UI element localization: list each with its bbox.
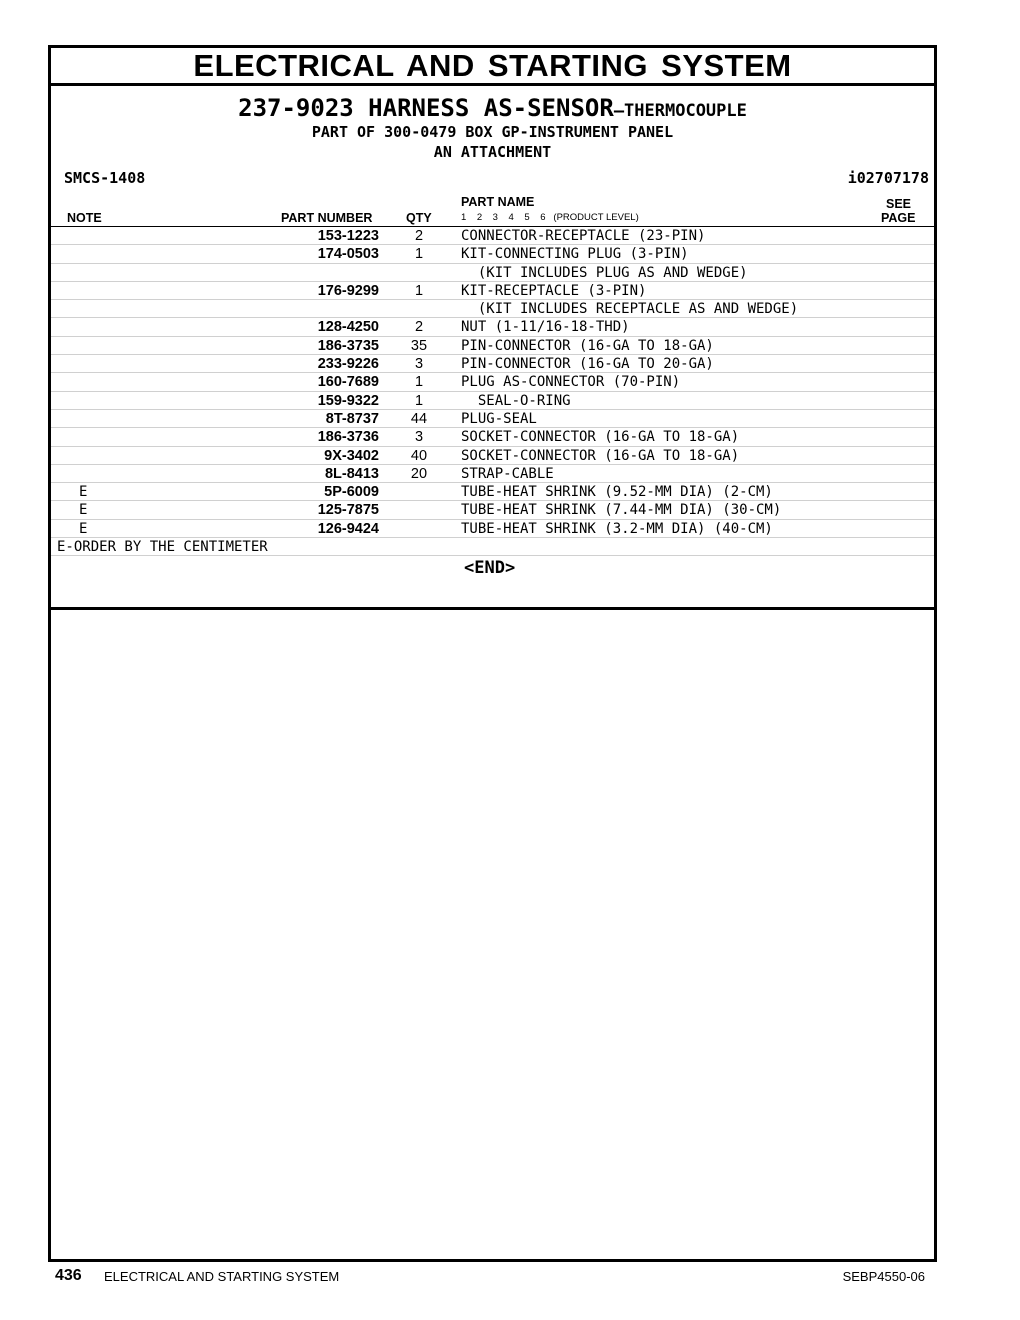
row-part-number: 128-4250 [317, 319, 379, 336]
assembly-heading [51, 94, 934, 125]
assembly-type: AN ATTACHMENT [433, 143, 552, 161]
row-part-name: SOCKET-CONNECTOR (16-GA TO 18-GA) [461, 429, 740, 446]
row-qty: 1 [414, 392, 424, 409]
row-qty: 1 [414, 282, 424, 299]
table-row [51, 245, 934, 263]
table-row [51, 300, 934, 318]
row-part-number: 160-7689 [317, 374, 379, 391]
row-qty: 1 [414, 374, 424, 391]
row-part-name: STRAP-CABLE [461, 465, 554, 482]
section-end-rule [51, 607, 934, 610]
row-qty: 3 [414, 429, 424, 446]
assembly-name: 237-9023 HARNESS AS-SENSOR [238, 94, 614, 122]
table-row [51, 282, 934, 300]
row-part-name: TUBE-HEAT SHRINK (7.44-MM DIA) (30-CM) [461, 502, 782, 519]
col-header-part-number: PART NUMBER [281, 211, 373, 225]
footer-section-title: ELECTRICAL AND STARTING SYSTEM [104, 1269, 340, 1284]
table-row [51, 337, 934, 355]
row-part-number: 125-7875 [317, 502, 379, 519]
row-part-name: KIT-CONNECTING PLUG (3-PIN) [461, 246, 689, 263]
table-row [51, 373, 934, 391]
row-part-number: 5P-6009 [324, 484, 379, 501]
row-part-name: TUBE-HEAT SHRINK (9.52-MM DIA) (2-CM) [461, 484, 773, 501]
row-qty: 44 [410, 410, 428, 427]
table-row [51, 355, 934, 373]
row-part-name: NUT (1-11/16-18-THD) [461, 319, 630, 336]
row-part-number: 186-3735 [317, 337, 379, 354]
row-part-name: SOCKET-CONNECTOR (16-GA TO 18-GA) [461, 447, 740, 464]
document-id: SEBP4550-06 [842, 1269, 925, 1284]
row-part-number: 8L-8413 [324, 465, 379, 482]
table-row [51, 318, 934, 336]
table-row [51, 227, 934, 245]
table-row [51, 483, 934, 501]
smcs-code: SMCS-1408 [64, 169, 146, 187]
row-note: E [79, 502, 88, 519]
row-qty: 20 [410, 465, 428, 482]
end-marker: <END> [464, 558, 516, 578]
footnote: E-ORDER BY THE CENTIMETER [57, 539, 268, 556]
row-part-number: 233-9226 [317, 356, 379, 373]
row-qty: 2 [414, 228, 424, 244]
page-number: 436 [55, 1267, 82, 1284]
row-part-number: 8T-8737 [325, 410, 379, 427]
table-row [51, 410, 934, 428]
row-part-name: PLUG-SEAL [461, 410, 537, 427]
col-header-part-name: PART NAME [461, 195, 535, 209]
row-part-number: 176-9299 [317, 282, 379, 299]
section-title-bar [51, 48, 934, 86]
col-header-page: PAGE [881, 211, 916, 225]
table-row [51, 392, 934, 410]
row-qty: 40 [410, 447, 428, 464]
row-part-name: PIN-CONNECTOR (16-GA TO 20-GA) [461, 356, 714, 373]
row-note: E [79, 484, 88, 501]
section-title: ELECTRICAL AND STARTING SYSTEM [193, 48, 792, 83]
row-part-number: 126-9424 [317, 520, 379, 537]
table-row [51, 428, 934, 446]
row-qty: 35 [410, 337, 428, 354]
row-part-number: 153-1223 [317, 228, 379, 244]
col-header-qty: QTY [406, 211, 432, 225]
illustration-id: i02707178 [847, 169, 929, 187]
row-qty: 1 [414, 246, 424, 263]
row-part-name: PIN-CONNECTOR (16-GA TO 18-GA) [461, 337, 714, 354]
row-part-name: KIT-RECEPTACLE (3-PIN) [461, 282, 647, 299]
parts-table [51, 227, 934, 556]
table-row [51, 264, 934, 282]
row-part-name: SEAL-O-RING [461, 392, 571, 409]
assembly-suffix: —THERMOCOUPLE [613, 101, 747, 121]
row-part-name: (KIT INCLUDES PLUG AS AND WEDGE) [461, 264, 748, 281]
row-note: E [79, 520, 88, 537]
table-row [51, 465, 934, 483]
assembly-parent: PART OF 300-0479 BOX GP-INSTRUMENT PANEL [311, 123, 674, 141]
row-part-number: 9X-3402 [324, 447, 379, 464]
row-qty: 2 [414, 319, 424, 336]
row-part-name: CONNECTOR-RECEPTACLE (23-PIN) [461, 228, 706, 244]
row-part-name: PLUG AS-CONNECTOR (70-PIN) [461, 374, 681, 391]
row-qty: 3 [414, 356, 424, 373]
table-row [51, 501, 934, 519]
col-header-note: NOTE [67, 211, 102, 225]
row-part-number: 186-3736 [317, 429, 379, 446]
footnote-row [51, 538, 934, 556]
col-header-see: SEE [886, 197, 912, 211]
parts-page-frame [48, 45, 937, 1262]
table-row [51, 520, 934, 538]
row-part-number: 159-9322 [317, 392, 379, 409]
table-row [51, 447, 934, 465]
row-part-name: TUBE-HEAT SHRINK (3.2-MM DIA) (40-CM) [461, 520, 773, 537]
row-part-number: 174-0503 [317, 246, 379, 263]
row-part-name: (KIT INCLUDES RECEPTACLE AS AND WEDGE) [461, 301, 799, 318]
product-level-legend: 1 2 3 4 5 6 (PRODUCT LEVEL) [461, 212, 639, 223]
